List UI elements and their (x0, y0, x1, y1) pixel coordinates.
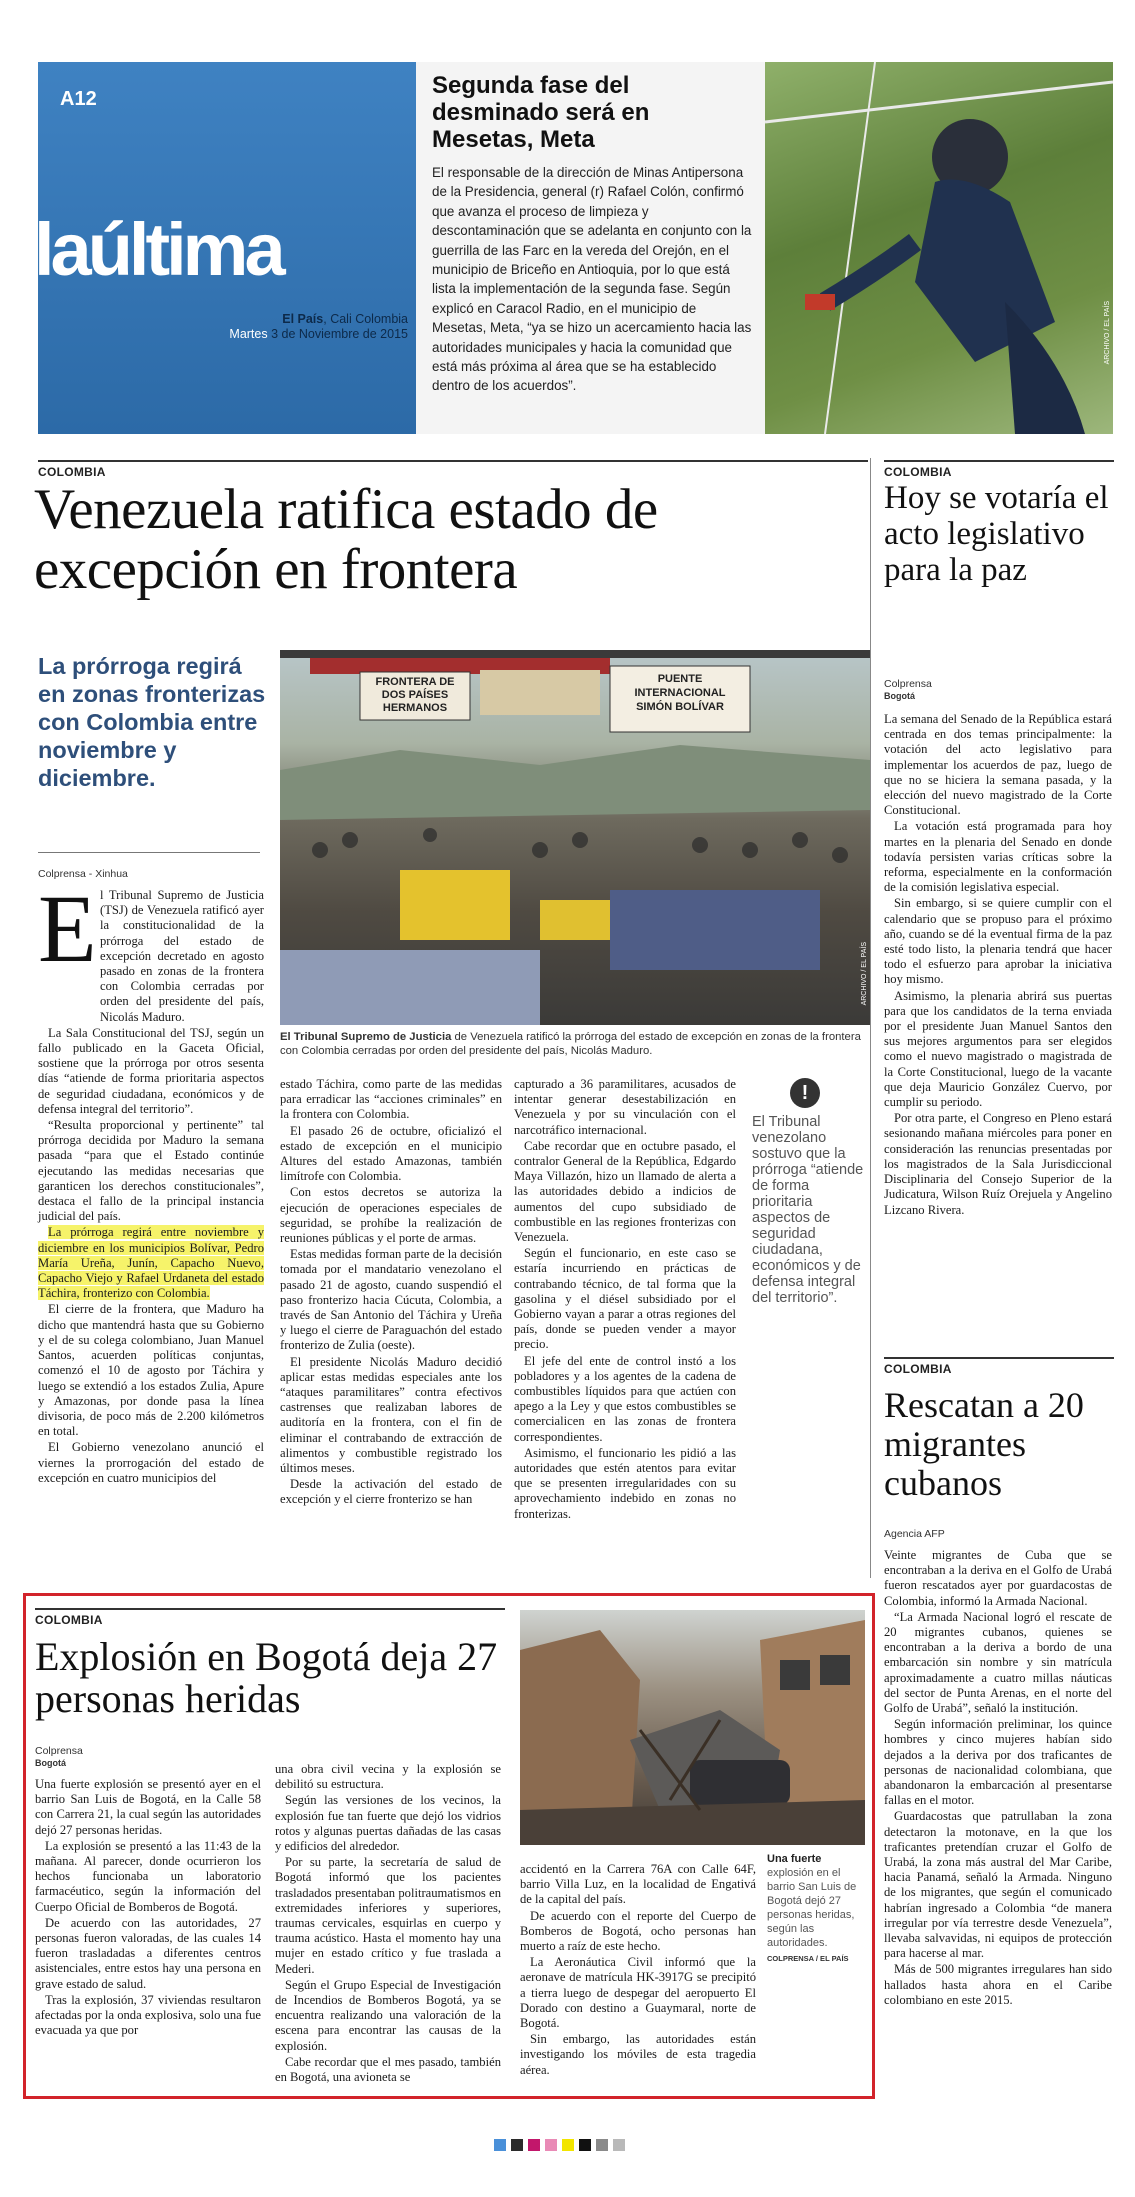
venezuela-column-2 (280, 1077, 502, 1509)
highlighted-paragraph (38, 1225, 264, 1301)
paragraph: De acuerdo con las autoridades, 27 personas fueron valoradas, de las cuales 14 fueron trasladadas a diferentes centros asistenciales, entre estos hay una persona en grave estado de salud. (35, 1915, 261, 1991)
deminer-photo-credit: ARCHIVO / EL PAÍS (1104, 300, 1111, 364)
deminer-photo (765, 62, 1113, 434)
paragraph: La semana del Senado de la República estará centrada en dos temas principalmente: la votación del acto legislativo para implementar los acuerdos de paz, luego de que no se hiciera la semana pasada, y la elección del nuevo magistrado de la Corte Constitucional. (884, 712, 1112, 818)
paragraph: El cierre de la frontera, que Maduro ha dicho que mantendrá hasta que su Gobierno y el de su colega colombiano, Juan Manuel Santos, acuerden políticas conjuntas, comenzó el 10 de agosto por Táchira y luego se extendió a los estados Zulia, Apure y Amazonas, por donde pasa la línea divisoria, de poco más de 2.200 kilómetros en total. (38, 1302, 264, 1439)
paragraph: Una fuerte explosión se presentó ayer en el barrio San Luis de Bogotá, en la Calle 58 con Carrera 21, la cual según las autoridades dejó 27 personas heridas. (35, 1777, 261, 1837)
explosion-illustration (520, 1610, 865, 1845)
color-swatch (562, 2139, 574, 2151)
explosion-caption (767, 1852, 865, 1966)
paragraph: Sin embargo, si se quiere cumplir con el calendario que se propuso para el próximo año, cuando se dé la eventual firma de la paz esté todo listo, la plenaria tendrá que hacer todo el esfuerzo para aprobar la iniciativa hoy mismo. (884, 896, 1112, 987)
paragraph: Según el Grupo Especial de Investigación de Incendios de Bomberos Bogotá, ya se encuentra realizando una valoración de la escena para encontrar las causas de la explosión. (275, 1977, 501, 2053)
weekday: Martes (229, 327, 268, 341)
paragraph: Según información preliminar, los quince hombres y cinco mujeres habían sido dejados a la deriva por dos traficantes de personas de nacionalidad colombiana, que abandonaron la embarcación al presentarse fallas en el motor. (884, 1717, 1112, 1808)
color-swatch (613, 2139, 625, 2151)
paragraph: El presidente Nicolás Maduro decidió aplicar estas medidas especiales ante los “ataques paramilitares” contra efectivos castrenses que realizaban labores de auditoría en la frontera, con el fin de eliminar el contrabando de extracción de alimentos y combustible registrado los últimos meses. (280, 1354, 502, 1476)
section-name: laúltima (34, 208, 282, 291)
paragraph: Cabe recordar que en octubre pasado, el contralor General de la República, Edgardo Maya Villazón, hizo un llamado de alerta a las autoridades debido a indicios de aumentos del cupo subsidiado de combustible en las regiones fronterizas con Venezuela. (514, 1138, 736, 1245)
deck-rule (38, 852, 260, 853)
color-swatch (511, 2139, 523, 2151)
paragraph: De acuerdo con el reporte del Cuerpo de Bomberos de Bogotá, ocho personas han muerto a raíz de este hecho. (520, 1908, 756, 1954)
paragraph: Según las versiones de los vecinos, la explosión fue tan fuerte que dejó los vidrios rotos y algunas puertas dañadas de las casas y edificios del alrededor. (275, 1793, 501, 1854)
section-masthead (34, 62, 416, 434)
peace-byline (884, 678, 932, 702)
paragraph: Con estos decretos se autoriza la ejecución de operaciones especiales de seguridad, se prohíbe la realización de reuniones públicas y el porte de armas. (280, 1185, 502, 1246)
paragraph: Desde la activación del estado de excepción y el cierre fronterizo se han (280, 1477, 502, 1507)
top-story-body: El responsable de la dirección de Minas Antipersona de la Presidencia, general (r) Rafael Colón, confirmó que avanza el proceso de limpieza y descontaminación que se adelanta en conjunto con la guerrilla de las Farc en la vereda del Orejón, en el municipio de Briceño en Antioquia, por lo que está lista la implementación de la segunda fase. Según explicó en Caracol Radio, en el municipio de Mesetas, Meta, “ya se hizo un acercamiento hacia las autoridades municipales y hacia la comunidad que está más próxima al área que se ha establecido dentro de los acuerdos”. (432, 165, 752, 394)
border-photo-caption (280, 1030, 870, 1058)
venezuela-headline: Venezuela ratifica estado de excepción en frontera (34, 478, 658, 601)
caption-bold: Una fuerte (767, 1853, 822, 1865)
page-number: A12 (60, 88, 97, 110)
sign-brotherly-countries: FRONTERA DE DOS PAÍSES HERMANOS (375, 676, 455, 714)
top-story-headline: Segunda fase del desminado será en Mesetas, Meta (432, 72, 650, 153)
peace-section-tag: COLOMBIA (884, 460, 1114, 479)
venezuela-column-1 (38, 875, 264, 1487)
paragraph: Por otra parte, el Congreso en Pleno estará sesionando mañana miércoles para poner en consideración las renuncias presentadas por los magistrados de la Sala Jurisdiccional Disciplinaria del Consejo Superior de la Judicatura, Wilson Ruíz Orejuela y Angelino Lizcano Rivera. (884, 1111, 1112, 1217)
explosion-headline: Explosión en Bogotá deja 27 personas heridas (35, 1634, 498, 1721)
migrants-body (884, 1548, 1112, 2009)
venezuela-deck: La prórroga regirá en zonas fronterizas con Colombia entre noviembre y diciembre. (38, 653, 266, 791)
migrants-headline: Rescatan a 20 migrantes cubanos (884, 1385, 1084, 1503)
paragraph: Según el funcionario, en este caso se estaría incurriendo en prácticas de contrabando técnico, de tal forma que la gasolina y el diésel subsidiado por el Gobierno vayan a parar a otras regiones del país, donde se pueden vender a mayor precio. (514, 1246, 736, 1352)
paragraph: estado Táchira, como parte de las medidas para erradicar las “acciones criminales” en la frontera con Colombia. (280, 1077, 502, 1122)
highlight: La prórroga regirá entre noviembre y diciembre en los municipios Bolívar, Pedro María Ureña, Junín, Capacho Nuevo, Capacho Viejo y Rafael Urdaneta del estado Táchira, fronterizo con Colombia. (38, 1225, 264, 1301)
migrants-section-tag: COLOMBIA (884, 1357, 1114, 1376)
color-swatch (545, 2139, 557, 2151)
explosion-photo-credit: COLPRENSA / EL PAÍS (767, 1954, 849, 1963)
byline: Colprensa (35, 1745, 83, 1757)
deminer-illustration (765, 62, 1113, 434)
caption-text: explosión en el barrio San Luis de Bogotá dejó 27 personas heridas, según las autoridades. (767, 1867, 857, 1949)
paragraph: Más de 500 migrantes irregulares han sido hallados hasta ahora en el Caribe colombiano en este 2015. (884, 1962, 1112, 2007)
explosion-section-tag: COLOMBIA (35, 1608, 505, 1627)
paragraph: Estas medidas forman parte de la decisión tomada por el mandatario venezolano el pasado 21 de agosto, cuando suspendió el paso fronterizo hacia Cúcuta, Colombia, a través de San Antonio del Táchira y Ureña y luego el cierre de Paraguachón del estado fronterizo de Zulia (oeste). (280, 1247, 502, 1353)
border-photo-credit: ARCHIVO / EL PAÍS (861, 941, 868, 1005)
caption-text: de Venezuela ratificó la prórroga del estado de excepción en zonas de la frontera con Colombia cerradas por orden del presidente del país, Nicolás Maduro. (280, 1031, 861, 1057)
city: Cali Colombia (330, 312, 408, 326)
color-swatch (579, 2139, 591, 2151)
paragraph: Tras la explosión, 37 viviendas resultaron afectadas por la onda explosiva, solo una fue evacuada ya que por (35, 1992, 261, 2038)
column-divider (870, 458, 871, 1578)
paragraph: Guardacostas que patrullaban la zona detectaron la motonave, en la que los traficantes pretendían cruzar el Golfo de Urabá, la zona más austral del Mar Caribe, hacia Panamá, señaló la Armada. Ninguno de los migrantes, que según el comunicado habrían ingresado a Colombia “de manera irregular por vía terrestre desde Venezuela”, llevaba salvavidas, ni equipos de protección para hacerse al mar. (884, 1809, 1112, 1961)
color-swatch (494, 2139, 506, 2151)
paragraph: Veinte migrantes de Cuba que se encontraban a la deriva en el Golfo de Urabá fueron rescatados ayer por guardacostas de Colombia, informó la Armada Nacional. (884, 1548, 1112, 1608)
paragraph: La Aeronáutica Civil informó que la aeronave de matrícula HK-3917G se precipitó a tierra luego de despegar del aeropuerto El Dorado con destino a Guaymaral, norte de Bogotá. (520, 1955, 756, 2031)
dateline: Bogotá (884, 691, 915, 701)
paragraph: Asimismo, el funcionario les pidió a las autoridades que estén atentos para evitar que se presenten irregularidades con su aprovechamiento indebido en zonas no fronterizas. (514, 1445, 736, 1521)
color-swatch (596, 2139, 608, 2151)
pull-quote (752, 1078, 868, 1306)
date: 3 de Noviembre de 2015 (271, 327, 408, 341)
top-story (432, 72, 752, 396)
exclamation-icon: ! (790, 1078, 820, 1108)
paragraph: Asimismo, la plenaria abrirá sus puertas para que los candidatos de la terna enviada por el presidente Juan Manuel Santos den sus mejores argumentos para ser elegidos como el nuevo magistrado o magistrada de la Corte Constitucional, luego de la vacante que deja Mauricio González Cuervo, por cumplir su periodo. (884, 988, 1112, 1110)
peace-body (884, 712, 1112, 1219)
paragraph: Por su parte, la secretaría de salud de Bogotá informó que los pacientes trasladados presentaban politraumatismos en extremidades inferiores y superiores, traumas cervicales, esquirlas en cuerpo y trauma acústico. Hasta el momento hay una mujer en estado crítico y fue traslada a Mederi. (275, 1855, 501, 1976)
pull-quote-text: El Tribunal venezolano sostuvo que la prórroga “atiende de forma prioritaria aspectos de seguridad ciudadana, económicos y de defensa integral del territorio”. (752, 1114, 864, 1306)
peace-headline: Hoy se votaría el acto legislativo para la paz (884, 480, 1109, 588)
color-swatch (528, 2139, 540, 2151)
paragraph: Sin embargo, las autoridades están investigando los móviles de esta tragedia aérea. (520, 2032, 756, 2077)
paragraph: La explosión se presentó a las 11:43 de la mañana. Al parecer, donde ocurrieron los hechos funcionaba un laboratorio farmacéutico, según la información del Cuerpo Oficial de Bomberos de Bogotá. (35, 1838, 261, 1914)
byline: Colprensa (884, 678, 932, 690)
caption-bold: El Tribunal Supremo de Justicia (280, 1031, 452, 1043)
sign-bridge: PUENTE INTERNACIONAL SIMÓN BOLÍVAR (634, 673, 726, 713)
explosion-column-2 (275, 1762, 501, 2086)
paragraph: Cabe recordar que el mes pasado, también en Bogotá, una avioneta se (275, 2054, 501, 2085)
migrants-byline: Agencia AFP (884, 1528, 945, 1540)
venezuela-column-3 (514, 1077, 736, 1523)
paragraph: El pasado 26 de octubre, oficializó el estado de excepción en el municipio Altures del estado Amazonas, también limítrofe con Colombia. (280, 1123, 502, 1184)
paragraph: “La Armada Nacional logró el rescate de 20 migrantes cubanos, quienes se encontraban a la deriva a bordo de una embarcación sin nombre y sin matrícula aproximadamente a cuatro millas náuticas del sector de Punta Arenas, en el norte del Golfo de Urabá”, señaló la institución. (884, 1609, 1112, 1716)
paragraph: “Resulta proporcional y pertinente” tal prórroga decidida por Maduro la semana pasada “para que el Estado continúe ejecutando las medidas necesarias que garanticen los derechos constitucionales”, destaca el fallo de la principal instancia judicial del país. (38, 1118, 264, 1224)
color-registration-bar (494, 2139, 625, 2153)
paragraph: El Gobierno venezolano anunció el viernes la prorrogación del estado de excepción en cuatro municipios del (38, 1440, 264, 1485)
drop-cap: E (38, 875, 97, 982)
explosion-photo (520, 1610, 865, 1845)
drop-cap-paragraph: l Tribunal Supremo de Justicia (TSJ) de Venezuela ratificó ayer la constitucionalidad de la prórroga del estado de excepción decretado en agosto pasado en zonas de la frontera con Colombia cerradas por orden del presidente del país, Nicolás Maduro. (100, 888, 264, 1024)
explosion-column-1 (35, 1777, 261, 2039)
venezuela-byline: Colprensa - Xinhua (38, 868, 128, 880)
border-crowd-photo (280, 650, 870, 1025)
dateline-block: El País, Cali Colombia Martes 3 de Noviembre de 2015 (229, 312, 408, 341)
paragraph: una obra civil vecina y la explosión se debilitó su estructura. (275, 1762, 501, 1792)
explosion-column-3 (520, 1862, 756, 2079)
paragraph: El jefe del ente de control instó a los pobladores y a los agentes de la cadena de combustibles líquidos para que actúen con apego a la Ley y que estos combustibles se comercialicen en las zonas de frontera correspondientes. (514, 1353, 736, 1444)
dateline: Bogotá (35, 1758, 66, 1768)
venezuela-section-tag: COLOMBIA (38, 460, 868, 479)
paragraph: accidentó en la Carrera 76A con Calle 64F, barrio Villa Luz, en la localidad de Engativá de la capital del país. (520, 1862, 756, 1907)
paragraph: capturado a 36 paramilitares, acusados de intentar generar desestabilización en Venezuela y por su vinculación con el narcotráfico internacional. (514, 1077, 736, 1137)
explosion-byline (35, 1745, 83, 1769)
top-banner (34, 62, 1113, 434)
paper-name: El País (282, 312, 324, 326)
paragraph: La votación está programada para hoy martes en la plenaria del Senado en donde todavía persisten varias críticas sobre la reforma, especialmente en la conformación de la comisión legislativa especial. (884, 819, 1112, 895)
paragraph: La Sala Constitucional del TSJ, según un fallo publicado en la Gaceta Oficial, sostiene que la prórroga por otros sesenta días “atiende de forma prioritaria aspectos de seguridad ciudadana, económicos y de defensa integral del territorio”. (38, 1025, 264, 1116)
